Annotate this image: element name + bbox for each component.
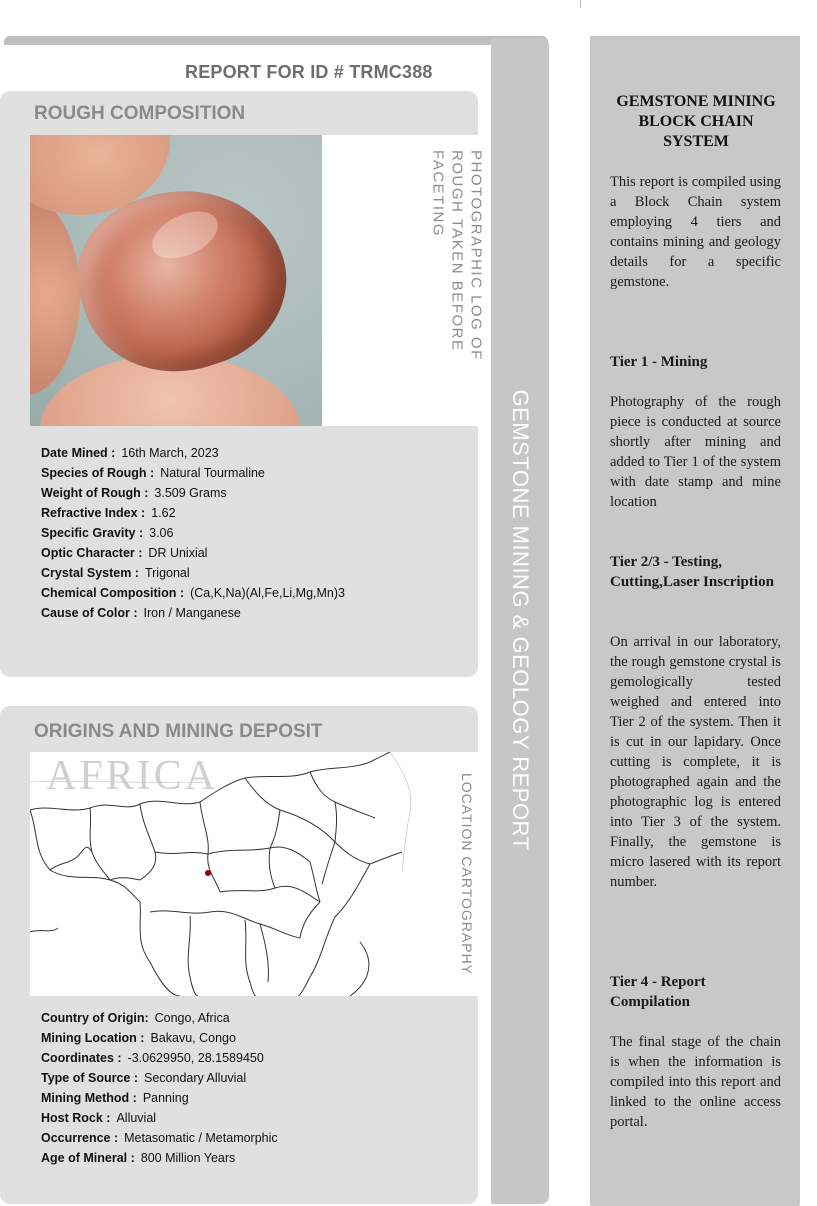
vertical-banner-text-wrap [491,360,549,880]
tier4-text: The final stage of the chain is when the information is compiled into this report and linked to the online access portal. [610,1034,781,1130]
field-species: Species of Rough : Natural Tourmaline [41,466,265,480]
vertical-banner-text: GEMSTONE MINING & GEOLOGY REPORT [508,389,533,851]
top-bar [4,36,548,45]
africa-map [30,752,478,996]
mine-location-marker [205,870,211,876]
tier23-text: On arrival in our laboratory, the rough gemstone crystal is gemologically tested weighed and entered into Tier 2 of the system. Then it is cut in our lapidary. Once cutting is complete, it is photographed again and the photographic log is entered into Tier 3 of the system. Finally, the gemstone is micro lasered with its report number. [610,634,781,890]
rough-gemstone-photo [30,135,322,426]
field-refractive-index: Refractive Index : 1.62 [41,506,176,520]
map-watermark: AFRICA [46,753,219,799]
rough-composition-heading: ROUGH COMPOSITION [34,103,246,124]
tier4-heading: Tier 4 - Report Compilation [610,974,706,1010]
field-chemical-composition: Chemical Composition : (Ca,K,Na)(Al,Fe,Li,Mg,Mn)3 [41,586,345,600]
photo-caption-vertical [429,150,485,420]
field-crystal-system: Crystal System : Trigonal [41,566,190,580]
field-occurrence: Occurrence : Metasomatic / Metamorphic [41,1131,278,1145]
report-title: REPORT FOR ID # TRMC388 [185,62,433,82]
field-mining-location: Mining Location : Bakavu, Congo [41,1031,236,1045]
origins-heading: ORIGINS AND MINING DEPOSIT [34,721,323,742]
field-host-rock: Host Rock : Alluvial [41,1111,157,1125]
field-age-of-mineral: Age of Mineral : 800 Million Years [41,1151,236,1165]
field-mining-method: Mining Method : Panning [41,1091,189,1105]
sidebar-intro: This report is compiled using a Block Chain system employing 4 tiers and contains mining and geology details for a specific gemstone. [610,174,781,290]
map-caption-text: LOCATION CARTOGRAPHY [459,772,475,976]
field-weight: Weight of Rough : 3.509 Grams [41,486,227,500]
field-cause-of-color: Cause of Color : Iron / Manganese [41,606,241,620]
field-specific-gravity: Specific Gravity : 3.06 [41,526,174,540]
field-coordinates: Coordinates : -3.0629950, 28.1589450 [41,1051,264,1065]
field-type-of-source: Type of Source : Secondary Alluvial [41,1071,247,1085]
top-divider-tick [580,0,581,8]
tier1-text: Photography of the rough piece is conducted at source shortly after mining and added to Tier 1 of the system with date stamp and mine location [610,394,781,510]
map-caption-vertical [452,768,482,980]
photo-caption-text: PHOTOGRAPHIC LOG OF ROUGH TAKEN BEFORE FACETING [429,150,485,361]
field-date-mined: Date Mined : 16th March, 2023 [41,446,219,460]
tier1-heading: Tier 1 - Mining [610,354,708,370]
field-optic-character: Optic Character : DR Unixial [41,546,208,560]
field-country-of-origin: Country of Origin: Congo, Africa [41,1011,230,1025]
sidebar-title: GEMSTONE MINING BLOCK CHAIN SYSTEM [616,93,776,150]
finger-left-shape [30,195,80,395]
tier23-heading: Tier 2/3 - Testing, Cutting,Laser Inscription [610,554,774,590]
